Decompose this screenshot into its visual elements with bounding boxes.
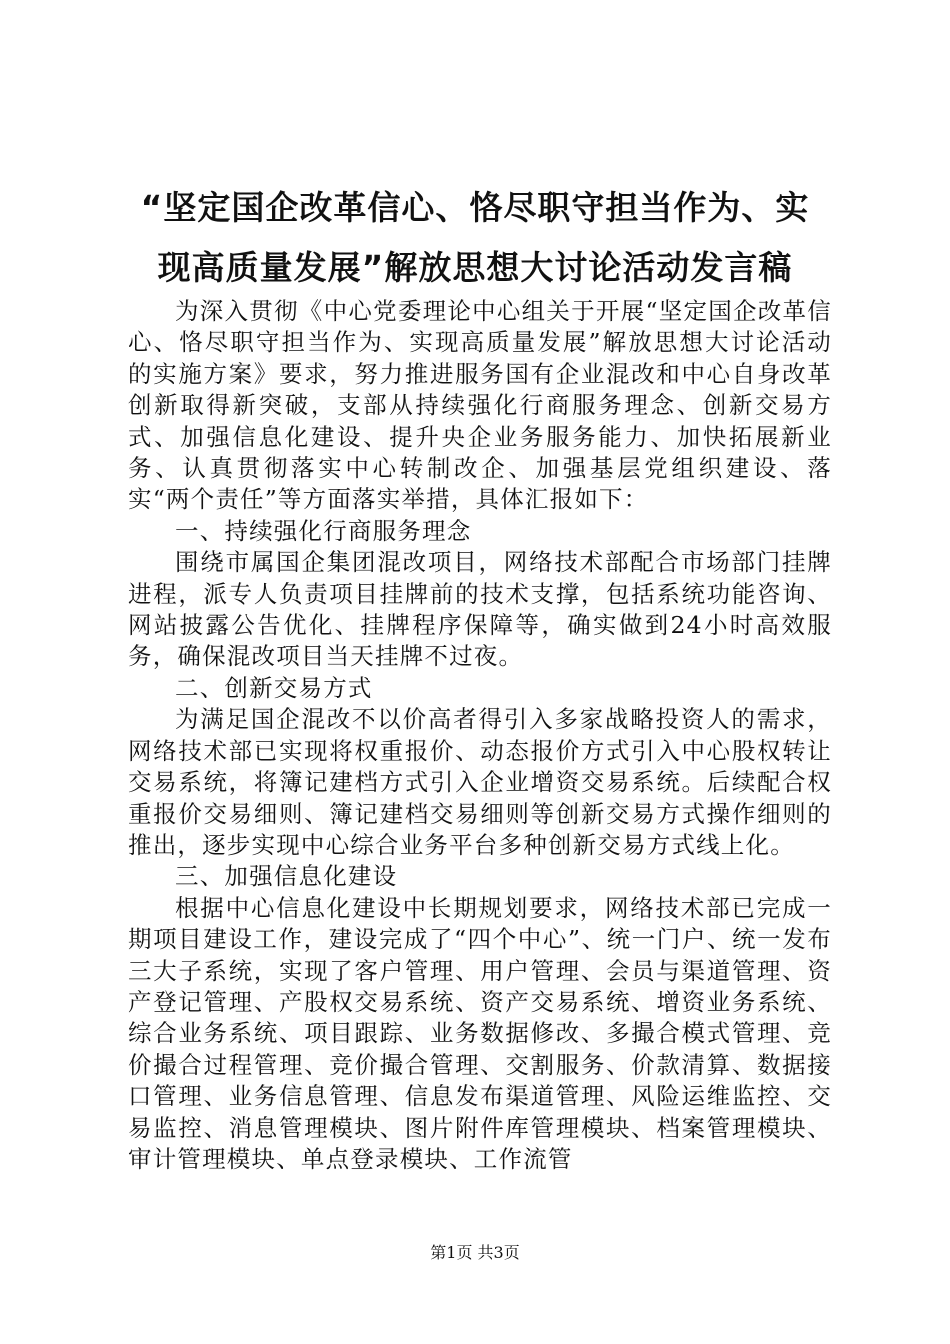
document-title-line-1: “坚定国企改革信心、恪尽职守担当作为、实 [140, 188, 810, 227]
paragraph-section-2: 为满足国企混改不以价高者得引入多家战略投资人的需求，网络技术部已实现将权重报价、动态报价方式引入中心股权转让交易系统，将簿记建档方式引入企业增资交易系统。后续配合权重报价交易细则、簿记建档交易细则等创新交易方式操作细则的推出，逐步实现中心综合业务平台多种创新交易方式线上化。 [128, 705, 832, 859]
page-number-footer: 第1页 共3页 [430, 1243, 520, 1262]
section-heading-2: 二、创新交易方式 [175, 673, 373, 702]
document-title-line-2: 现高质量发展”解放思想大讨论活动发言稿 [157, 248, 793, 287]
paragraph-intro: 为深入贯彻《中心党委理论中心组关于开展“坚定国企改革信心、恪尽职守担当作为、实现高质量发展”解放思想大讨论活动的实施方案》要求，努力推进服务国有企业混改和中心自身改革创新取得新突破，支部从持续强化行商服务理念、创新交易方式、加强信息化建设、提升央企业务服务能力、加快拓展新业务、认真贯彻落实中心转制改企、加强基层党组织建设、落实“两个责任”等方面落实举措，具体汇报如下： [128, 297, 832, 514]
paragraph-section-3: 根据中心信息化建设中长期规划要求，网络技术部已完成一期项目建设工作，建设完成了“四个中心”、统一门户、统一发布三大子系统，实现了客户管理、用户管理、会员与渠道管理、资产登记管理、产股权交易系统、资产交易系统、增资业务系统、综合业务系统、项目跟踪、业务数据修改、多撮合模式管理、竞价撮合过程管理、竞价撮合管理、交割服务、价款清算、数据接口管理、业务信息管理、信息发布渠道管理、风险运维监控、交易监控、消息管理模块、图片附件库管理模块、档案管理模块、审计管理模块、单点登录模块、工作流管 [128, 893, 832, 1173]
document-body [128, 296, 832, 1175]
section-heading-3: 三、加强信息化建设 [175, 862, 398, 891]
paragraph-section-1: 围绕市属国企集团混改项目，网络技术部配合市场部门挂牌进程，派专人负责项目挂牌前的技术支撑，包括系统功能咨询、网站披露公告优化、挂牌程序保障等，确实做到24小时高效服务，确保混改项目当天挂牌不过夜。 [128, 548, 832, 671]
section-heading-1: 一、持续强化行商服务理念 [175, 516, 472, 545]
